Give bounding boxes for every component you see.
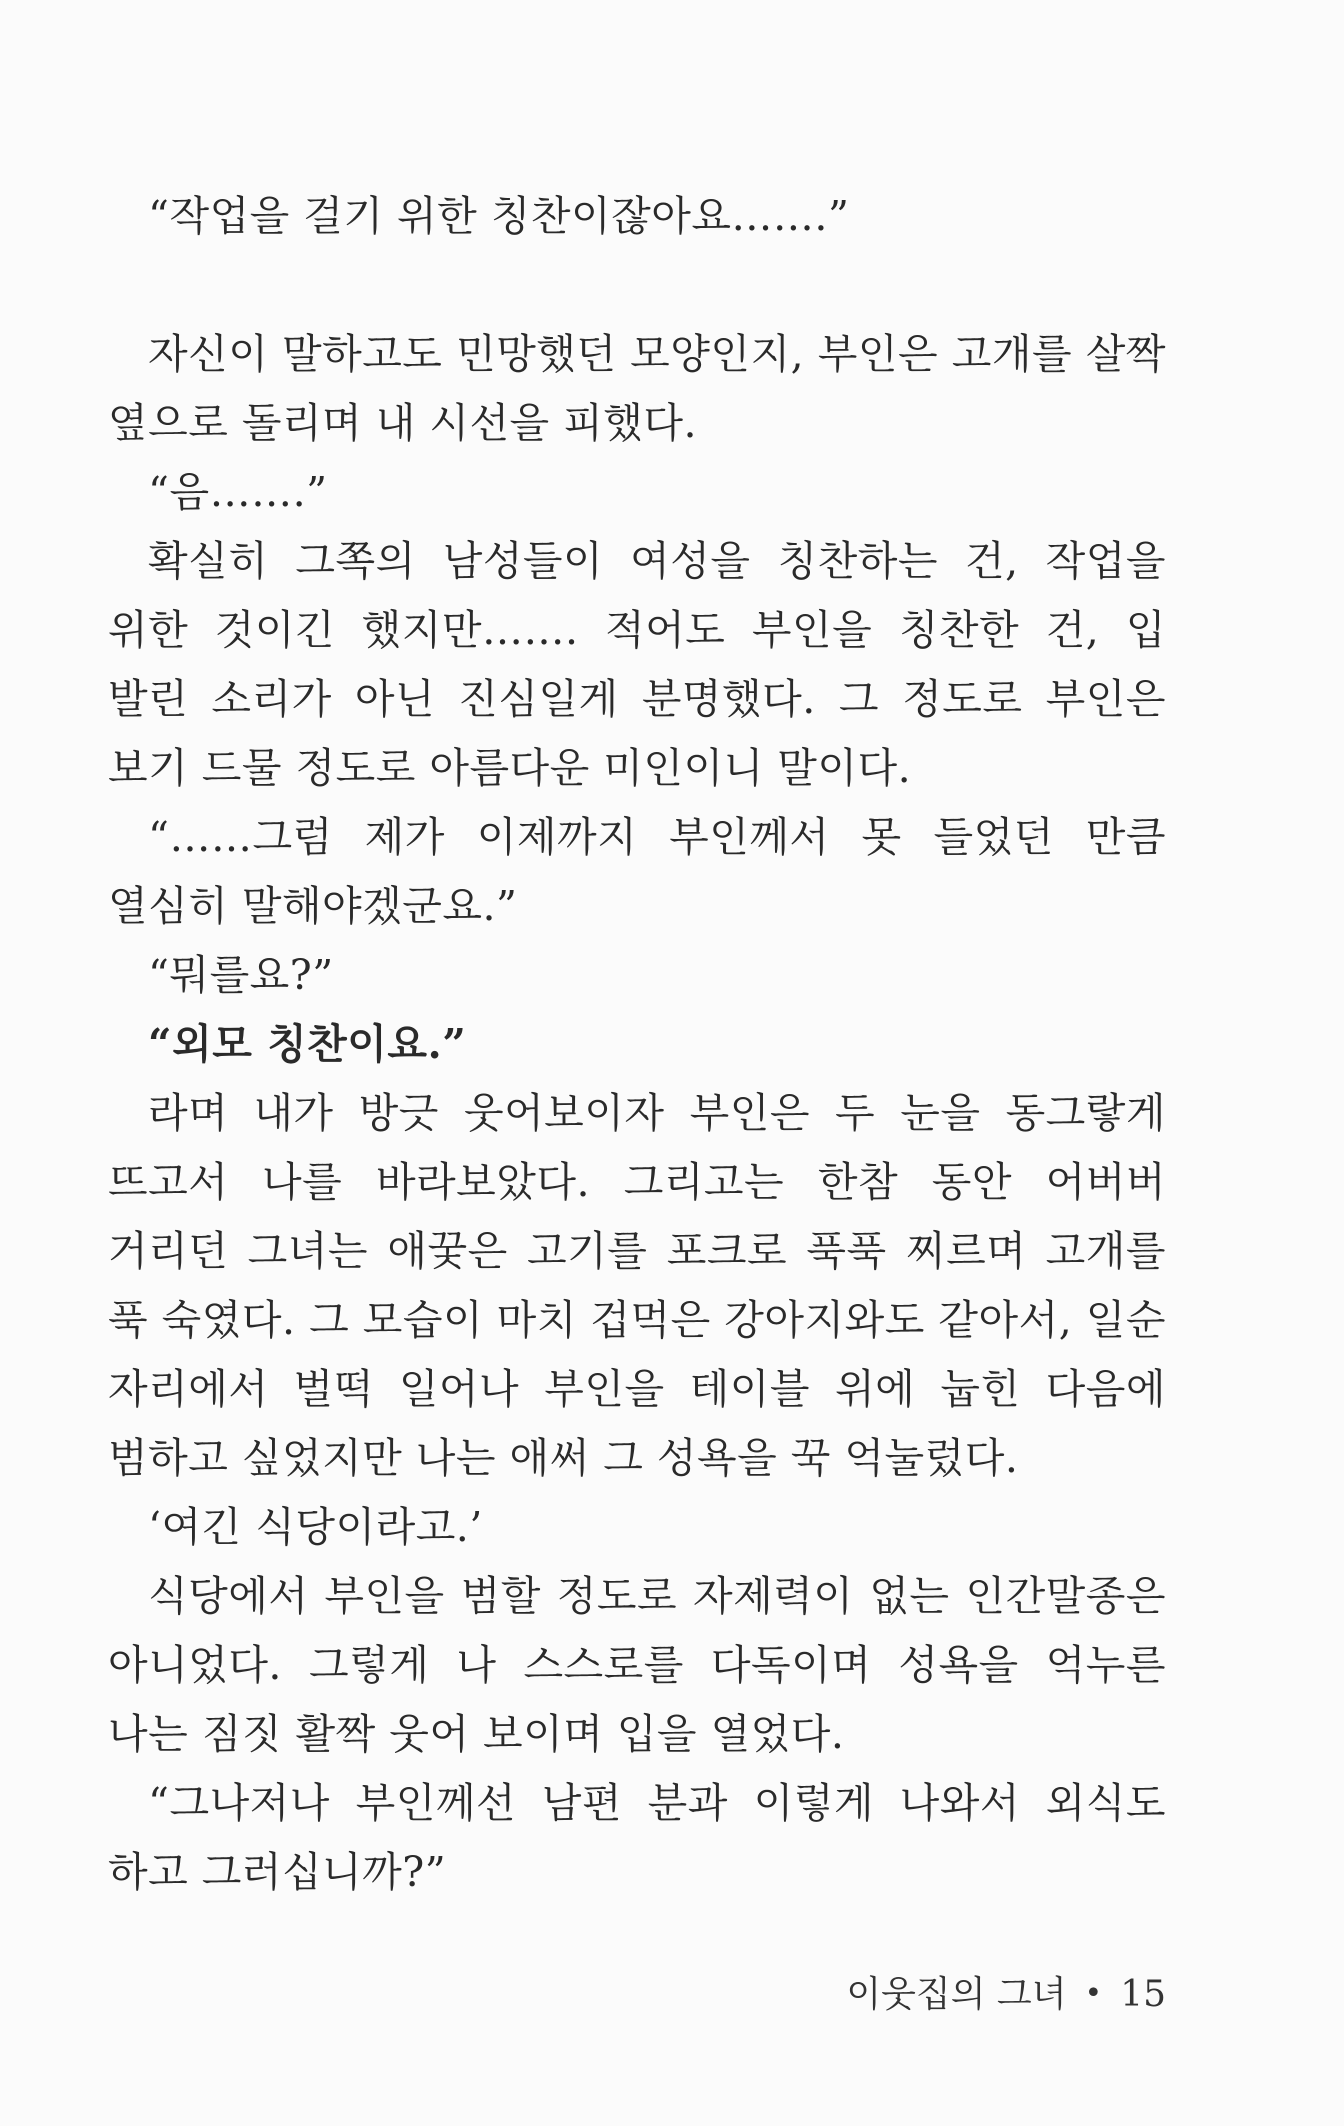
- paragraph-gap: [108, 251, 1166, 320]
- paragraph-dialogue-3: “……그럼 제가 이제까지 부인께서 못 들었던 만큼 열심히 말해야겠군요.”: [108, 813, 1166, 930]
- running-title: 이웃집의 그녀: [846, 1974, 1067, 2015]
- paragraph-narration-3: 라며 내가 방긋 웃어보이자 부인은 두 눈을 동그랗게 뜨고서 나를 바라보았다. 그리고는 한참 동안 어버버 거리던 그녀는 애꿎은 고기를 포크로 푹푹 찌르며 고개를 푹 숙였다. 그 모습이 마치 겁먹은 강아지와도 같아서, 일순 자리에서 벌떡 일어나 부인을 테이블 위에 눕힌 다음에 범하고 싶었지만 나는 애써 그 성욕을 꾹 억눌렀다.: [108, 1089, 1166, 1482]
- paragraph-narration-1: 자신이 말하고도 민망했던 모양인지, 부인은 고개를 살짝 옆으로 돌리며 내 시선을 피했다.: [108, 330, 1166, 447]
- paragraph-narration-2: 확실히 그쪽의 남성들이 여성을 칭찬하는 건, 작업을 위한 것이긴 했지만……. 적어도 부인을 칭찬한 건, 입 발린 소리가 아닌 진심일게 분명했다. 그 정도로 부인은 보기 드물 정도로 아름다운 미인이니 말이다.: [108, 537, 1166, 792]
- footer-separator: •: [1084, 1976, 1103, 2011]
- page-footer: [846, 1970, 1166, 2019]
- paragraph-dialogue-1: “작업을 걸기 위한 칭찬이잖아요…….”: [148, 192, 850, 240]
- paragraph-dialogue-6: “그나저나 부인께선 남편 분과 이렇게 나와서 외식도 하고 그러십니까?”: [108, 1779, 1166, 1896]
- body-text: [108, 182, 1166, 1907]
- paragraph-dialogue-5: “외모 칭찬이요.”: [148, 1020, 467, 1068]
- paragraph-dialogue-4: “뭐를요?”: [148, 951, 334, 999]
- paragraph-dialogue-2: “음…….”: [148, 468, 328, 516]
- page-number: 15: [1120, 1974, 1166, 2015]
- paragraph-narration-4: 식당에서 부인을 범할 정도로 자제력이 없는 인간말종은 아니었다. 그렇게 나 스스로를 다독이며 성욕을 억누른 나는 짐짓 활짝 웃어 보이며 입을 열었다.: [108, 1572, 1166, 1758]
- paragraph-thought: ‘여긴 식당이라고.’: [148, 1503, 483, 1551]
